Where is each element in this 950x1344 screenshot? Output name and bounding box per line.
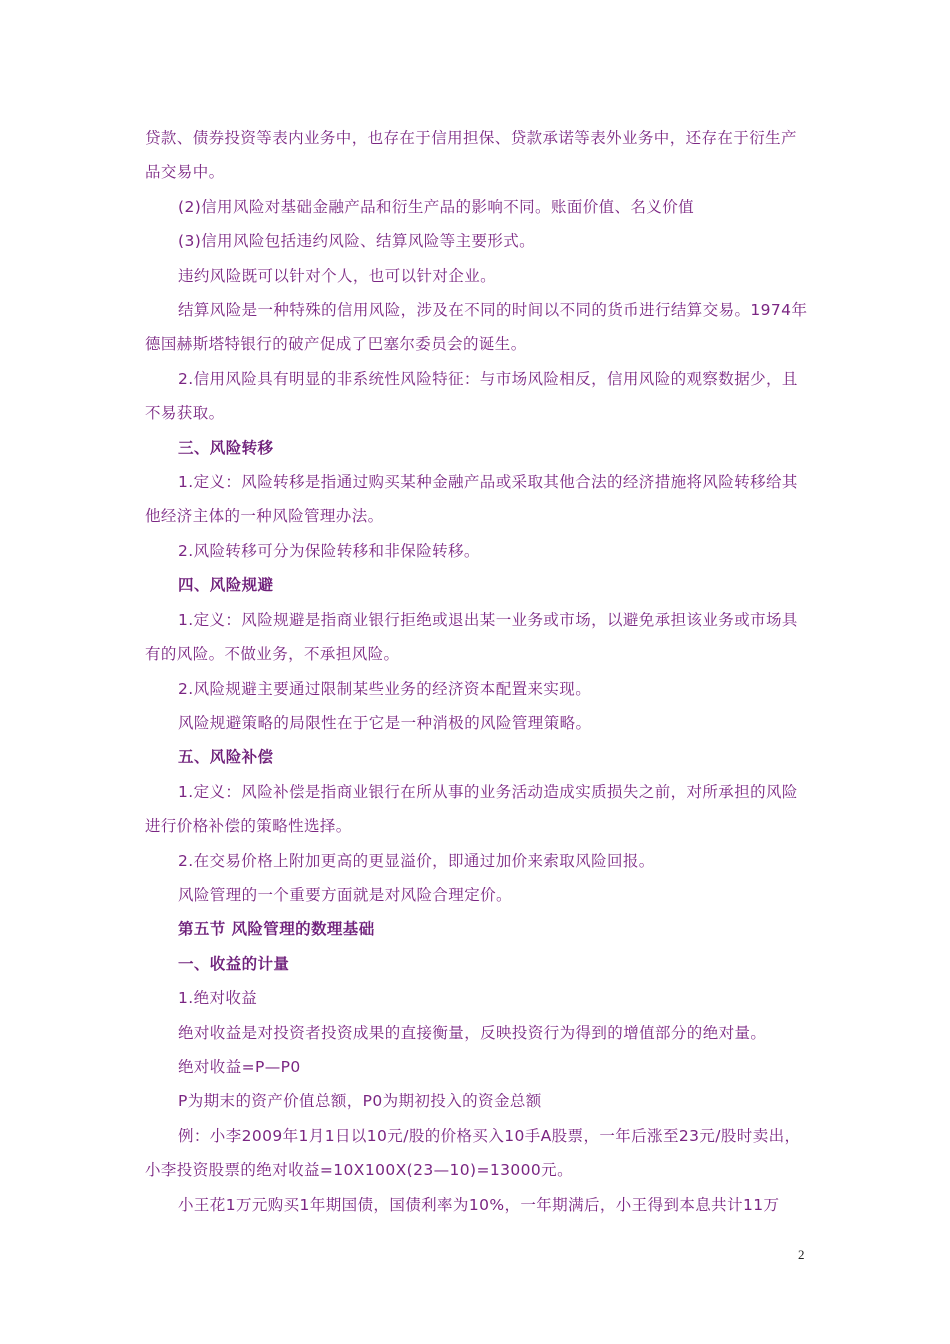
page-number: 2 [798,1247,805,1262]
paragraph: 2.风险规避主要通过限制某些业务的经济资本配置来实现。 [178,679,592,698]
paragraph: 结算风险是一种特殊的信用风险，涉及在不同的时间以不同的货币进行结算交易。1974年德国赫斯塔特银行的破产促成了巴塞尔委员会的诞生。 [145,301,808,354]
paragraph: 贷款、债券投资等表内业务中，也存在于信用担保、贷款承诺等表外业务中，还存在于衍生产品交易中。 [145,129,797,182]
paragraph: 例：小李2009年1月1日以10元/股的价格买入10手A股票，一年后涨至23元/股时卖出，小李投资股票的绝对收益=10X100X(23—10)=13000元。 [145,1126,801,1180]
paragraph: P为期末的资产价值总额，P0为期初投入的资金总额 [178,1092,542,1111]
paragraph: (3)信用风险包括违约风险、结算风险等主要形式。 [178,232,536,251]
paragraph: 风险规避策略的局限性在于它是一种消极的风险管理策略。 [178,713,592,732]
paragraph: 风险管理的一个重要方面就是对风险合理定价。 [178,885,512,904]
paragraph: 1.定义：风险转移是指通过购买某种金融产品或采取其他合法的经济措施将风险转移给其他经济主体的一种风险管理办法。 [145,473,798,526]
paragraph: 1.绝对收益 [178,989,258,1008]
paragraph: 绝对收益是对投资者投资成果的直接衡量，反映投资行为得到的增值部分的绝对量。 [178,1023,767,1042]
section-heading: 第五节 风险管理的数理基础 [178,920,375,939]
paragraph: 2.风险转移可分为保险转移和非保险转移。 [178,541,480,560]
paragraph: 小王花1万元购买1年期国债，国债利率为10%，一年期满后，小王得到本息共计11万 [178,1195,780,1214]
section-heading: 三、风险转移 [178,438,274,457]
section-heading: 一、收益的计量 [178,954,290,973]
section-heading: 五、风险补偿 [178,748,274,767]
paragraph: 违约风险既可以针对个人，也可以针对企业。 [178,266,497,285]
paragraph: 2.在交易价格上附加更高的更显溢价，即通过加价来索取风险回报。 [178,851,655,870]
paragraph: 2.信用风险具有明显的非系统性风险特征：与市场风险相反，信用风险的观察数据少，且不易获取。 [145,369,798,423]
document-body [145,121,809,1222]
paragraph: 1.定义：风险规避是指商业银行拒绝或退出某一业务或市场，以避免承担该业务或市场具有的风险。不做业务，不承担风险。 [145,610,798,664]
paragraph: (2)信用风险对基础金融产品和衍生产品的影响不同。账面价值、名义价值 [178,197,695,216]
paragraph: 绝对收益=P—P0 [178,1057,301,1076]
paragraph: 1.定义：风险补偿是指商业银行在所从事的业务活动造成实质损失之前，对所承担的风险进行价格补偿的策略性选择。 [145,782,798,836]
section-heading: 四、风险规避 [178,576,274,595]
